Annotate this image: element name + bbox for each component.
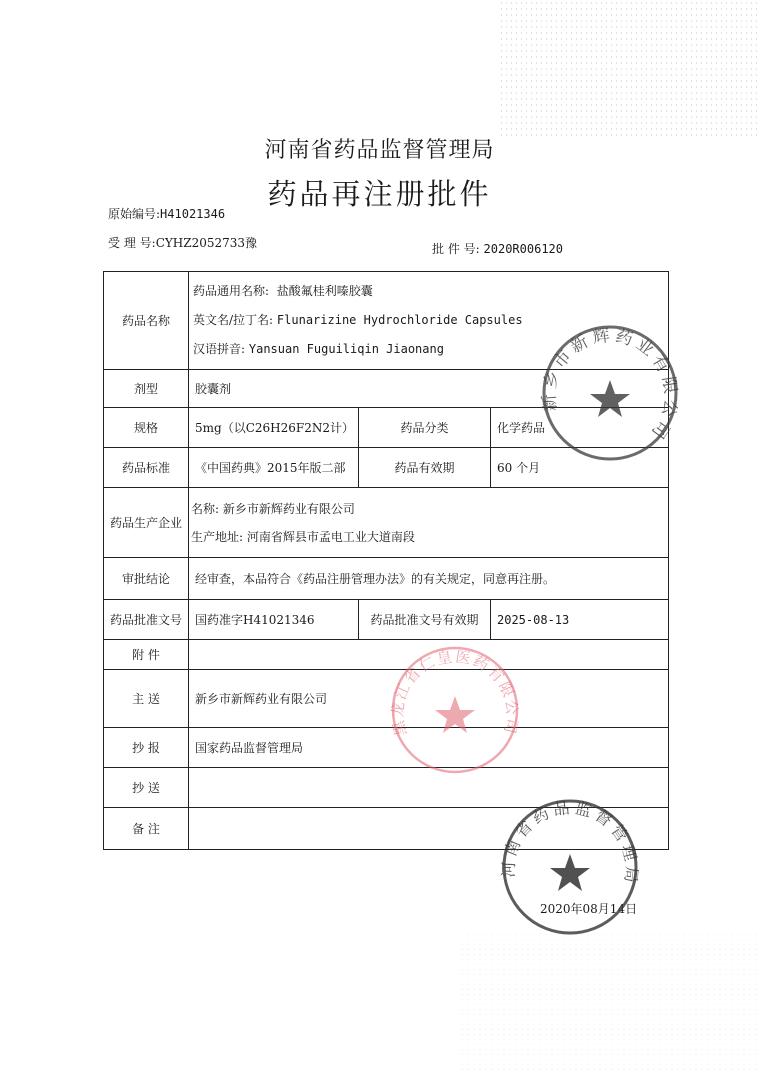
send-to-value: 新乡市新辉药业有限公司	[189, 670, 669, 728]
approval-validity-label: 药品批准文号有效期	[359, 600, 491, 640]
svg-text:黑龙江省仁皇医药有限公司	[388, 647, 521, 737]
approval-number-label: 药品批准文号	[104, 600, 189, 640]
row-manufacturer	[104, 488, 669, 558]
scan-speckle	[499, 0, 759, 140]
approval-document-number-label: 批 件 号:	[432, 242, 480, 256]
manufacturer-cell	[189, 488, 669, 558]
original-number-value: H41021346	[160, 207, 226, 221]
dosage-form-label: 剂型	[104, 370, 189, 408]
acceptance-number-value: CYHZ2052733豫	[155, 236, 258, 250]
original-number-label: 原始编号:	[108, 207, 161, 221]
standard-label: 药品标准	[104, 448, 189, 488]
manufacturer-address-label: 生产地址:	[191, 529, 244, 544]
standard-value: 《中国药典》2015年版二部	[189, 448, 359, 488]
attachment-label: 附 件	[104, 640, 189, 670]
approval-validity-value: 2025-08-13	[491, 600, 669, 640]
acceptance-number-label: 受 理 号:	[108, 236, 156, 250]
issue-date: 2020年08月14日	[540, 902, 638, 916]
manufacturer-name-value: 新乡市新辉药业有限公司	[222, 501, 355, 516]
official-seal-text: 河南省药品监督管理局	[498, 797, 642, 888]
category-value: 化学药品	[491, 408, 669, 448]
company-seal-text: 新乡市新辉药业有限公司	[539, 325, 681, 446]
report-to-label: 抄 报	[104, 728, 189, 768]
pinyin-value: Yansuan Fuguiliqin Jiaonang	[248, 342, 444, 356]
send-to-label: 主 送	[104, 670, 189, 728]
report-to-value: 国家药品监督管理局	[189, 728, 669, 768]
generic-name-label: 药品通用名称:	[193, 284, 270, 298]
row-approval-number	[104, 600, 669, 640]
generic-name-value: 盐酸氟桂利嗪胶囊	[276, 284, 373, 298]
manufacturer-address-value: 河南省辉县市孟电工业大道南段	[246, 529, 415, 544]
conclusion-value: 经审查，本品符合《药品注册管理办法》的有关规定，同意再注册。	[189, 558, 669, 600]
star-icon	[550, 854, 590, 891]
document-title: 药品再注册批件	[267, 177, 492, 211]
approval-document-number	[432, 240, 563, 257]
manufacturer-name-line	[191, 495, 662, 523]
remarks-label: 备 注	[104, 808, 189, 850]
red-seal-stamp	[385, 640, 525, 780]
manufacturer-name-label: 名称:	[191, 501, 220, 516]
official-seal-stamp	[495, 792, 645, 942]
star-icon	[435, 696, 475, 733]
category-label: 药品分类	[359, 408, 491, 448]
spec-label: 规格	[104, 408, 189, 448]
original-number	[108, 205, 225, 222]
company-seal-stamp	[535, 318, 685, 468]
issuing-authority: 河南省药品监督管理局	[264, 138, 495, 163]
validity-value: 60 个月	[491, 448, 669, 488]
dosage-form-value: 胶囊剂	[189, 370, 669, 408]
english-name-label: 英文名/拉丁名:	[193, 313, 274, 327]
conclusion-label: 审批结论	[104, 558, 189, 600]
spec-value: 5mg（以C26H26F2N2计）	[189, 408, 359, 448]
validity-label: 药品有效期	[359, 448, 491, 488]
manufacturer-address-line	[191, 523, 662, 551]
approval-number-value: 国药准字H41021346	[189, 600, 359, 640]
red-seal-text: 黑龙江省仁皇医药有限公司	[388, 647, 522, 738]
manufacturer-label: 药品生产企业	[104, 488, 189, 558]
scan-speckle	[459, 932, 759, 1072]
approval-document-number-value: 2020R006120	[483, 242, 563, 256]
generic-name-line	[193, 277, 662, 306]
row-conclusion	[104, 558, 669, 600]
acceptance-number	[108, 234, 257, 251]
copy-to-label: 抄 送	[104, 768, 189, 808]
drug-name-label: 药品名称	[104, 272, 189, 370]
star-icon	[590, 380, 630, 417]
english-name-value: Flunarizine Hydrochloride Capsules	[276, 313, 523, 327]
pinyin-label: 汉语拼音:	[193, 342, 246, 356]
